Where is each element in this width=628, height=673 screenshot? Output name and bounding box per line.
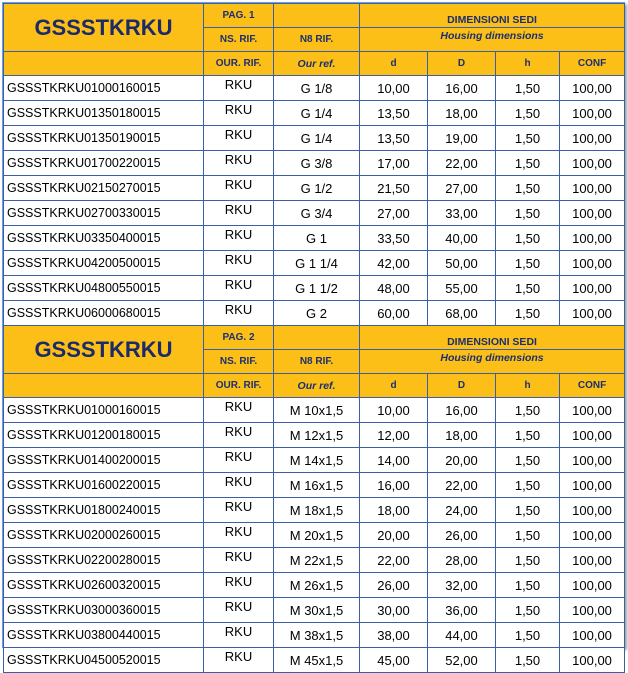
- product-code: GSSSTKRKU02150270015: [4, 176, 204, 201]
- product-code: GSSSTKRKU01200180015: [4, 423, 204, 448]
- n8-rif-spacer: [274, 4, 360, 28]
- table-row: [4, 226, 625, 251]
- height: 1,50: [496, 648, 560, 673]
- our-rif-value: RKU: [204, 498, 274, 523]
- thread-size: M 22x1,5: [274, 548, 360, 573]
- table-row: [4, 76, 625, 101]
- outer-diameter: 24,00: [428, 498, 496, 523]
- pack-quantity: 100,00: [560, 548, 625, 573]
- product-code: GSSSTKRKU03000360015: [4, 598, 204, 623]
- product-code: GSSSTKRKU01350180015: [4, 101, 204, 126]
- inner-diameter: 48,00: [360, 276, 428, 301]
- inner-diameter: 16,00: [360, 473, 428, 498]
- inner-diameter: 38,00: [360, 623, 428, 648]
- height: 1,50: [496, 548, 560, 573]
- table-row: [4, 301, 625, 326]
- pack-quantity: 100,00: [560, 301, 625, 326]
- our-rif-label: OUR. RIF.: [204, 374, 274, 398]
- product-code: GSSSTKRKU01600220015: [4, 473, 204, 498]
- our-rif-value: RKU: [204, 101, 274, 126]
- product-code: GSSSTKRKU01000160015: [4, 398, 204, 423]
- table-row: [4, 176, 625, 201]
- thread-size: G 1 1/4: [274, 251, 360, 276]
- col-conf-header: CONF: [560, 52, 625, 76]
- outer-diameter: 28,00: [428, 548, 496, 573]
- outer-diameter: 52,00: [428, 648, 496, 673]
- product-code: GSSSTKRKU06000680015: [4, 301, 204, 326]
- code-header-spacer: [4, 52, 204, 76]
- n8-rif-spacer: [274, 326, 360, 350]
- pack-quantity: 100,00: [560, 176, 625, 201]
- outer-diameter: 55,00: [428, 276, 496, 301]
- thread-size: G 1/4: [274, 101, 360, 126]
- product-code: GSSSTKRKU02700330015: [4, 201, 204, 226]
- product-code: GSSSTKRKU01800240015: [4, 498, 204, 523]
- height: 1,50: [496, 301, 560, 326]
- inner-diameter: 60,00: [360, 301, 428, 326]
- col-d-header: d: [360, 52, 428, 76]
- outer-diameter: 20,00: [428, 448, 496, 473]
- our-rif-value: RKU: [204, 448, 274, 473]
- page-label: PAG. 2: [204, 326, 274, 350]
- inner-diameter: 17,00: [360, 151, 428, 176]
- table-row: [4, 398, 625, 423]
- col-h-header: h: [496, 52, 560, 76]
- thread-size: G 1/8: [274, 76, 360, 101]
- dimensions-title: DIMENSIONI SEDI: [360, 4, 625, 28]
- outer-diameter: 16,00: [428, 76, 496, 101]
- product-code: GSSSTKRKU04200500015: [4, 251, 204, 276]
- our-rif-value: RKU: [204, 76, 274, 101]
- table-row: [4, 201, 625, 226]
- table-row: [4, 473, 625, 498]
- table-row: [4, 573, 625, 598]
- inner-diameter: 21,50: [360, 176, 428, 201]
- our-rif-value: RKU: [204, 151, 274, 176]
- thread-size: G 2: [274, 301, 360, 326]
- table-title: GSSSTKRKU: [4, 4, 204, 52]
- pack-quantity: 100,00: [560, 251, 625, 276]
- ns-rif-label: NS. RIF.: [204, 350, 274, 374]
- col-h-header: h: [496, 374, 560, 398]
- thread-size: M 26x1,5: [274, 573, 360, 598]
- outer-diameter: 36,00: [428, 598, 496, 623]
- outer-diameter: 16,00: [428, 398, 496, 423]
- inner-diameter: 13,50: [360, 101, 428, 126]
- ns-rif-label: NS. RIF.: [204, 28, 274, 52]
- outer-diameter: 19,00: [428, 126, 496, 151]
- our-rif-label: OUR. RIF.: [204, 52, 274, 76]
- dimensions-subtitle: Housing dimensions: [360, 28, 625, 52]
- product-code: GSSSTKRKU03350400015: [4, 226, 204, 251]
- thread-size: M 14x1,5: [274, 448, 360, 473]
- height: 1,50: [496, 276, 560, 301]
- product-code: GSSSTKRKU01400200015: [4, 448, 204, 473]
- code-header-spacer: [4, 374, 204, 398]
- height: 1,50: [496, 498, 560, 523]
- our-rif-value: RKU: [204, 598, 274, 623]
- pack-quantity: 100,00: [560, 573, 625, 598]
- outer-diameter: 33,00: [428, 201, 496, 226]
- thread-size: M 20x1,5: [274, 523, 360, 548]
- pack-quantity: 100,00: [560, 201, 625, 226]
- pack-quantity: 100,00: [560, 473, 625, 498]
- pack-quantity: 100,00: [560, 448, 625, 473]
- our-rif-value: RKU: [204, 473, 274, 498]
- our-rif-value: RKU: [204, 648, 274, 673]
- pack-quantity: 100,00: [560, 226, 625, 251]
- table-title: GSSSTKRKU: [4, 326, 204, 374]
- our-rif-value: RKU: [204, 251, 274, 276]
- height: 1,50: [496, 126, 560, 151]
- table-row: [4, 423, 625, 448]
- our-rif-value: RKU: [204, 176, 274, 201]
- thread-size: M 10x1,5: [274, 398, 360, 423]
- pack-quantity: 100,00: [560, 423, 625, 448]
- inner-diameter: 12,00: [360, 423, 428, 448]
- outer-diameter: 32,00: [428, 573, 496, 598]
- our-rif-value: RKU: [204, 201, 274, 226]
- our-rif-value: RKU: [204, 423, 274, 448]
- inner-diameter: 18,00: [360, 498, 428, 523]
- inner-diameter: 10,00: [360, 76, 428, 101]
- inner-diameter: 22,00: [360, 548, 428, 573]
- our-rif-value: RKU: [204, 573, 274, 598]
- table-row: [4, 598, 625, 623]
- inner-diameter: 13,50: [360, 126, 428, 151]
- col-d-header: d: [360, 374, 428, 398]
- n8-rif-label: N8 RIF.: [274, 350, 360, 374]
- our-rif-value: RKU: [204, 548, 274, 573]
- height: 1,50: [496, 473, 560, 498]
- product-code: GSSSTKRKU02600320015: [4, 573, 204, 598]
- product-sheet: [2, 2, 625, 668]
- thread-size: M 38x1,5: [274, 623, 360, 648]
- inner-diameter: 30,00: [360, 598, 428, 623]
- product-code: GSSSTKRKU04800550015: [4, 276, 204, 301]
- inner-diameter: 26,00: [360, 573, 428, 598]
- height: 1,50: [496, 598, 560, 623]
- pack-quantity: 100,00: [560, 101, 625, 126]
- our-rif-value: RKU: [204, 398, 274, 423]
- pack-quantity: 100,00: [560, 76, 625, 101]
- height: 1,50: [496, 398, 560, 423]
- table-row: [4, 498, 625, 523]
- product-code: GSSSTKRKU01700220015: [4, 151, 204, 176]
- product-code: GSSSTKRKU03800440015: [4, 623, 204, 648]
- outer-diameter: 68,00: [428, 301, 496, 326]
- height: 1,50: [496, 101, 560, 126]
- product-code: GSSSTKRKU04500520015: [4, 648, 204, 673]
- thread-size: M 45x1,5: [274, 648, 360, 673]
- product-code: GSSSTKRKU01000160015: [4, 76, 204, 101]
- height: 1,50: [496, 76, 560, 101]
- table-row: [4, 523, 625, 548]
- dimensions-title: DIMENSIONI SEDI: [360, 326, 625, 350]
- table-row: [4, 448, 625, 473]
- inner-diameter: 45,00: [360, 648, 428, 673]
- our-ref-label: Our ref.: [274, 52, 360, 76]
- thread-size: M 16x1,5: [274, 473, 360, 498]
- outer-diameter: 22,00: [428, 151, 496, 176]
- thread-size: M 12x1,5: [274, 423, 360, 448]
- inner-diameter: 14,00: [360, 448, 428, 473]
- pack-quantity: 100,00: [560, 598, 625, 623]
- height: 1,50: [496, 423, 560, 448]
- height: 1,50: [496, 176, 560, 201]
- pack-quantity: 100,00: [560, 276, 625, 301]
- pack-quantity: 100,00: [560, 151, 625, 176]
- table-row: [4, 276, 625, 301]
- thread-size: G 1: [274, 226, 360, 251]
- pack-quantity: 100,00: [560, 398, 625, 423]
- n8-rif-label: N8 RIF.: [274, 28, 360, 52]
- table-row: [4, 648, 625, 673]
- height: 1,50: [496, 573, 560, 598]
- outer-diameter: 18,00: [428, 423, 496, 448]
- product-code: GSSSTKRKU01350190015: [4, 126, 204, 151]
- pack-quantity: 100,00: [560, 648, 625, 673]
- header-row-3: [4, 52, 625, 76]
- our-rif-value: RKU: [204, 301, 274, 326]
- header-row-1: [4, 4, 625, 28]
- header-row-1: [4, 326, 625, 350]
- pack-quantity: 100,00: [560, 623, 625, 648]
- table-row: [4, 126, 625, 151]
- outer-diameter: 44,00: [428, 623, 496, 648]
- our-rif-value: RKU: [204, 226, 274, 251]
- table-row: [4, 251, 625, 276]
- thread-size: M 18x1,5: [274, 498, 360, 523]
- our-rif-value: RKU: [204, 126, 274, 151]
- header-row-3: [4, 374, 625, 398]
- our-ref-label: Our ref.: [274, 374, 360, 398]
- outer-diameter: 50,00: [428, 251, 496, 276]
- our-rif-value: RKU: [204, 523, 274, 548]
- inner-diameter: 20,00: [360, 523, 428, 548]
- product-table: [3, 3, 625, 673]
- inner-diameter: 33,50: [360, 226, 428, 251]
- thread-size: G 3/4: [274, 201, 360, 226]
- thread-size: G 1 1/2: [274, 276, 360, 301]
- pack-quantity: 100,00: [560, 126, 625, 151]
- inner-diameter: 27,00: [360, 201, 428, 226]
- inner-diameter: 10,00: [360, 398, 428, 423]
- thread-size: M 30x1,5: [274, 598, 360, 623]
- col-D-header: D: [428, 52, 496, 76]
- outer-diameter: 22,00: [428, 473, 496, 498]
- outer-diameter: 26,00: [428, 523, 496, 548]
- pack-quantity: 100,00: [560, 498, 625, 523]
- table-row: [4, 548, 625, 573]
- inner-diameter: 42,00: [360, 251, 428, 276]
- outer-diameter: 18,00: [428, 101, 496, 126]
- outer-diameter: 27,00: [428, 176, 496, 201]
- height: 1,50: [496, 151, 560, 176]
- table-row: [4, 101, 625, 126]
- col-D-header: D: [428, 374, 496, 398]
- pack-quantity: 100,00: [560, 523, 625, 548]
- page-label: PAG. 1: [204, 4, 274, 28]
- col-conf-header: CONF: [560, 374, 625, 398]
- height: 1,50: [496, 623, 560, 648]
- thread-size: G 1/4: [274, 126, 360, 151]
- table-row: [4, 623, 625, 648]
- product-code: GSSSTKRKU02000260015: [4, 523, 204, 548]
- our-rif-value: RKU: [204, 276, 274, 301]
- height: 1,50: [496, 448, 560, 473]
- height: 1,50: [496, 251, 560, 276]
- thread-size: G 1/2: [274, 176, 360, 201]
- table-row: [4, 151, 625, 176]
- height: 1,50: [496, 201, 560, 226]
- outer-diameter: 40,00: [428, 226, 496, 251]
- height: 1,50: [496, 523, 560, 548]
- height: 1,50: [496, 226, 560, 251]
- thread-size: G 3/8: [274, 151, 360, 176]
- dimensions-subtitle: Housing dimensions: [360, 350, 625, 374]
- product-code: GSSSTKRKU02200280015: [4, 548, 204, 573]
- our-rif-value: RKU: [204, 623, 274, 648]
